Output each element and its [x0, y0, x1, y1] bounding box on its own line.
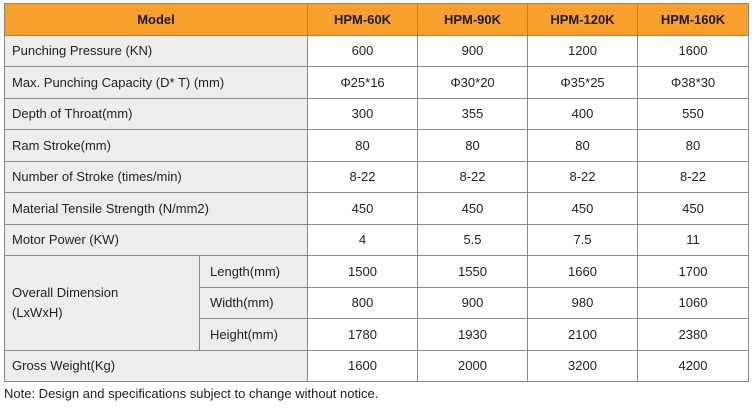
- row-label: Number of Stroke (times/min): [5, 161, 308, 193]
- table-cell: 8-22: [308, 161, 418, 193]
- sub-row-label: Width(mm): [200, 287, 308, 319]
- table-row: [5, 161, 749, 193]
- table-cell: 450: [638, 193, 749, 225]
- table-cell: 2100: [528, 319, 638, 351]
- footnote: Note: Design and specifications subject to change without notice.: [4, 386, 379, 401]
- table-cell: 1600: [638, 35, 749, 67]
- table-cell: 11: [638, 224, 749, 256]
- table-cell: 400: [528, 98, 638, 130]
- table-cell: 1780: [308, 319, 418, 351]
- table-cell: 7.5: [528, 224, 638, 256]
- table-cell: 800: [308, 287, 418, 319]
- table-cell: Φ38*30: [638, 67, 749, 99]
- table-cell: 8-22: [528, 161, 638, 193]
- table-cell: 2000: [418, 350, 528, 382]
- table-cell: 1930: [418, 319, 528, 351]
- overall-dimension-label: [5, 256, 200, 351]
- overall-dimension-label-line1: Overall Dimension: [12, 284, 119, 300]
- row-label: Punching Pressure (KN): [5, 35, 308, 67]
- spec-table-container: [4, 3, 748, 382]
- table-cell: 600: [308, 35, 418, 67]
- model-header-cell: HPM-120K: [528, 4, 638, 36]
- sub-row-label: Length(mm): [200, 256, 308, 288]
- table-row: [5, 130, 749, 162]
- table-cell: Φ25*16: [308, 67, 418, 99]
- row-label: Gross Weight(Kg): [5, 350, 308, 382]
- table-cell: 3200: [528, 350, 638, 382]
- table-cell: 1060: [638, 287, 749, 319]
- table-cell: 900: [418, 35, 528, 67]
- table-cell: 1500: [308, 256, 418, 288]
- row-label: Depth of Throat(mm): [5, 98, 308, 130]
- header-row: [5, 4, 749, 36]
- model-header-cell: HPM-90K: [418, 4, 528, 36]
- table-cell: 1700: [638, 256, 749, 288]
- sub-row-label: Height(mm): [200, 319, 308, 351]
- table-cell: 5.5: [418, 224, 528, 256]
- table-cell: 4200: [638, 350, 749, 382]
- table-cell: 4: [308, 224, 418, 256]
- spec-table: [4, 3, 749, 382]
- table-cell: 355: [418, 98, 528, 130]
- overall-dimension-label-line2: (LxWxH): [12, 304, 63, 320]
- table-cell: 1200: [528, 35, 638, 67]
- table-row: [5, 224, 749, 256]
- table-cell: 8-22: [418, 161, 528, 193]
- table-cell: 80: [308, 130, 418, 162]
- table-cell: 300: [308, 98, 418, 130]
- table-cell: 80: [528, 130, 638, 162]
- table-cell: 980: [528, 287, 638, 319]
- table-cell: 450: [418, 193, 528, 225]
- table-cell: 450: [308, 193, 418, 225]
- model-header-cell: HPM-160K: [638, 4, 749, 36]
- table-cell: Φ30*20: [418, 67, 528, 99]
- table-cell: 2380: [638, 319, 749, 351]
- table-cell: 80: [638, 130, 749, 162]
- table-cell: Φ35*25: [528, 67, 638, 99]
- table-cell: 1660: [528, 256, 638, 288]
- table-row: [5, 35, 749, 67]
- table-cell: 550: [638, 98, 749, 130]
- table-cell: 450: [528, 193, 638, 225]
- table-cell: 8-22: [638, 161, 749, 193]
- table-row: [5, 67, 749, 99]
- table-row: [5, 350, 749, 382]
- table-cell: 1600: [308, 350, 418, 382]
- row-label: Material Tensile Strength (N/mm2): [5, 193, 308, 225]
- table-cell: 1550: [418, 256, 528, 288]
- table-row: [5, 256, 749, 288]
- model-header: Model: [5, 4, 308, 36]
- row-label: Ram Stroke(mm): [5, 130, 308, 162]
- row-label: Max. Punching Capacity (D* T) (mm): [5, 67, 308, 99]
- table-row: [5, 98, 749, 130]
- model-header-cell: HPM-60K: [308, 4, 418, 36]
- row-label: Motor Power (KW): [5, 224, 308, 256]
- table-row: [5, 193, 749, 225]
- table-cell: 80: [418, 130, 528, 162]
- table-cell: 900: [418, 287, 528, 319]
